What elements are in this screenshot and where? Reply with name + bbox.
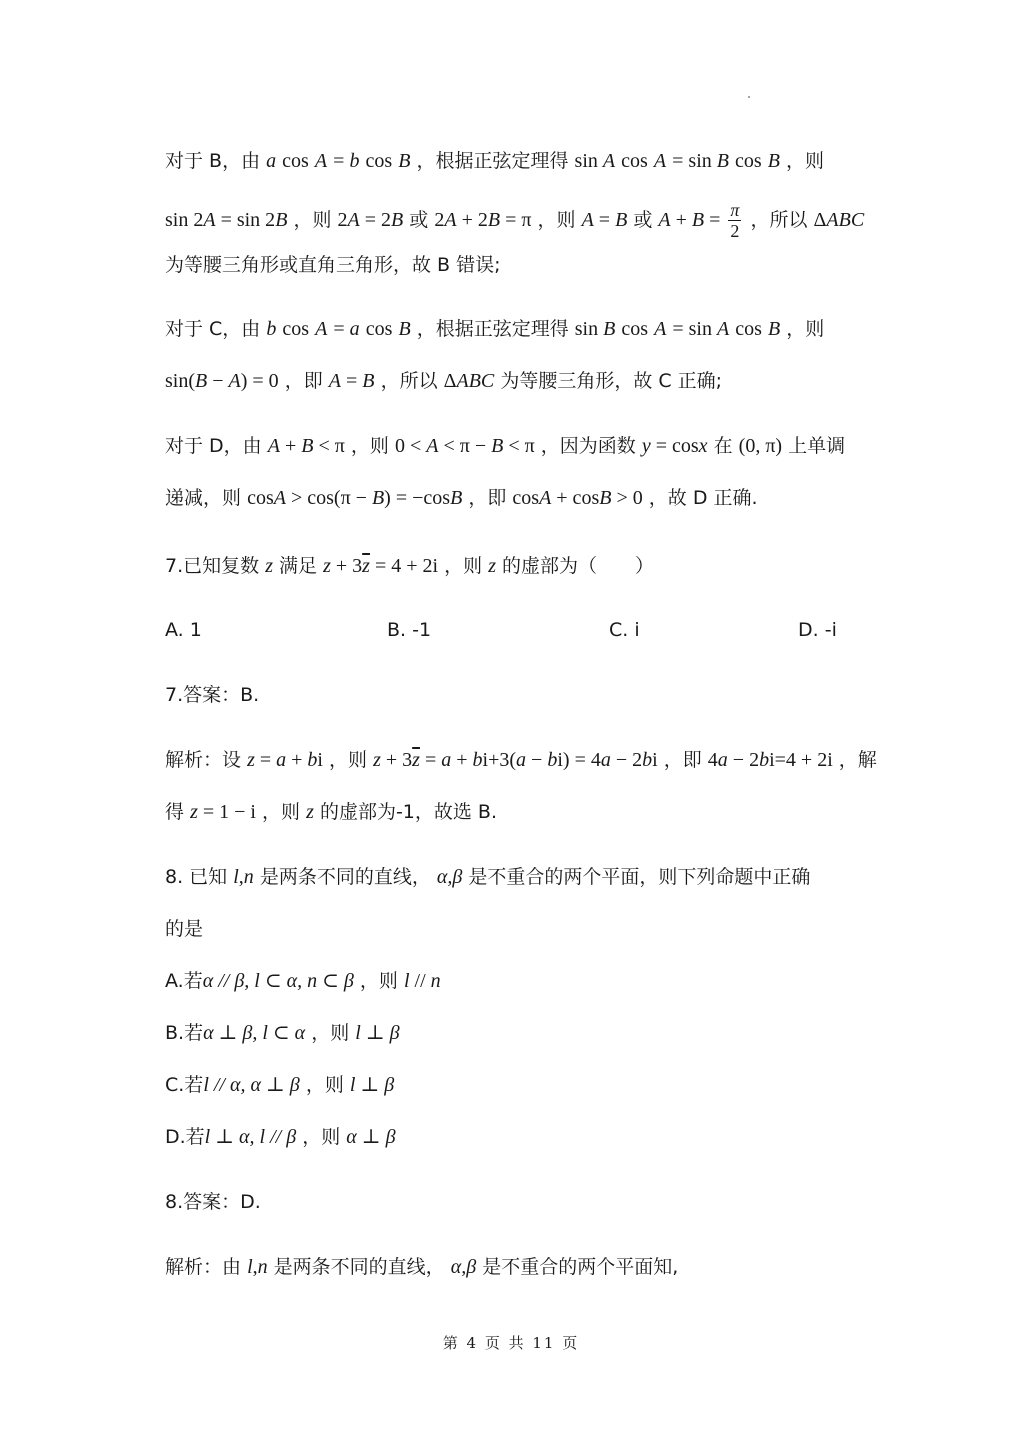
math: ⊂ α (267, 1022, 306, 1044)
math: 0 < (394, 435, 427, 457)
solution-b-line2 (165, 200, 864, 241)
math: z (373, 749, 381, 771)
text: 的虚部为-1，故选 B. (319, 801, 497, 823)
math: ⊂ α, (259, 970, 308, 992)
math: = 4 + 2i (369, 555, 439, 577)
math: + cos (551, 487, 600, 509)
page-footer: 第 4 页 共 11 页 (442, 1334, 580, 1352)
text: B.若 (165, 1022, 204, 1044)
math: z (247, 749, 255, 771)
math: > 0 (611, 487, 643, 509)
math: = (419, 749, 442, 771)
option-b: B. -1 (387, 619, 432, 641)
math: B (599, 487, 612, 509)
math: < π (313, 435, 345, 457)
math: = (333, 318, 350, 340)
q8-option-d (165, 1124, 396, 1150)
text: ，即 (468, 487, 507, 509)
math: = sin (672, 318, 717, 340)
question-8-line1 (165, 864, 810, 890)
math: A (602, 150, 616, 172)
math: sin (574, 318, 604, 340)
math: = −cos (390, 487, 451, 509)
fraction-pi-over-2 (728, 200, 741, 241)
math: B (195, 370, 208, 392)
math: B (615, 209, 628, 231)
math: A (267, 435, 280, 457)
math: x (698, 435, 708, 457)
solution-8-line1 (165, 1254, 678, 1280)
math: = 4 (569, 749, 601, 771)
math: + (451, 749, 473, 771)
math: A (203, 209, 216, 231)
math: // α, α ⊥ β (208, 1074, 300, 1096)
math: i=4 + 2i (769, 749, 833, 771)
math: − (526, 749, 548, 771)
math: cos (621, 318, 649, 340)
math: b (472, 749, 483, 771)
math: = (254, 749, 277, 771)
math: ) (384, 487, 391, 509)
math: − (207, 370, 229, 392)
math: Δ (443, 370, 457, 392)
math: ( (509, 749, 517, 771)
solution-d-line2 (165, 485, 758, 511)
text: 满足 (279, 555, 318, 577)
math: A (273, 487, 286, 509)
math: l (262, 1022, 268, 1044)
math: α,β (436, 866, 463, 888)
math: i+3 (482, 749, 510, 771)
solution-c-line1 (165, 316, 824, 342)
math: a (276, 749, 287, 771)
text: 是不重合的两个平面，则下列命题中正确 (468, 866, 811, 888)
math: i (652, 749, 658, 771)
math: , (252, 1256, 258, 1278)
math: − 2 (727, 749, 760, 771)
text: 得 (165, 801, 185, 823)
math: sin 2 (165, 209, 204, 231)
math: = (593, 209, 616, 231)
text: ，则 (305, 1074, 344, 1096)
text: ，所以 (750, 209, 808, 231)
text: 上单调 (788, 435, 846, 457)
solution-7-line2 (165, 799, 497, 825)
math: B (398, 318, 411, 340)
math: sin (574, 150, 603, 172)
text: ，则 (302, 1126, 341, 1148)
math: b (642, 749, 653, 771)
math: ) (240, 370, 248, 392)
math: A (314, 150, 328, 172)
text: 对于 C，由 (165, 318, 261, 340)
scan-dot (748, 96, 750, 98)
text: ，根据正弦定理得 (416, 318, 569, 340)
math: n (430, 970, 441, 992)
text: 解析：由 (165, 1256, 242, 1278)
text: 或 (633, 209, 653, 231)
math: + 3 (380, 749, 413, 771)
math: 2 (337, 209, 348, 231)
math: ⊥ α, (210, 1126, 260, 1148)
math: a (349, 318, 360, 340)
math: y (641, 435, 651, 457)
text: 的虚部为（ ） (502, 555, 655, 577)
text: 8. 已知 (165, 866, 228, 888)
math: ABC (826, 209, 865, 231)
math: B (301, 435, 314, 457)
q8-option-b (165, 1020, 400, 1046)
math: B (450, 487, 463, 509)
math: cos (282, 150, 309, 172)
math: B (767, 318, 781, 340)
math: = (704, 209, 726, 231)
text: 在 (713, 435, 733, 457)
math: cos (282, 318, 310, 340)
math: B (691, 209, 705, 231)
math: l (259, 1126, 266, 1148)
text: 7.已知复数 (165, 555, 260, 577)
solution-b-line1 (165, 148, 824, 174)
text: 解析：设 (165, 749, 242, 771)
math: l (254, 970, 260, 992)
solution-7-line1 (165, 747, 877, 773)
math: 4 (707, 749, 718, 771)
math: = sin 2 (215, 209, 276, 231)
math: α,β (450, 1256, 477, 1278)
math: cos (735, 150, 762, 172)
text: ，则 (444, 555, 483, 577)
answer-7: 7.答案：B. (165, 684, 260, 706)
math: α // β, (202, 970, 255, 992)
math: z (488, 555, 496, 577)
text: ，则 (329, 749, 368, 771)
math: ) (562, 749, 570, 771)
math: 2 (434, 209, 445, 231)
text: 是两条不同的直线， (273, 1256, 445, 1278)
text: ，则 (786, 150, 825, 172)
text: ，即 (284, 370, 323, 392)
math: cos (365, 150, 393, 172)
math: i (317, 749, 323, 771)
math: $\overline{z}$ (412, 749, 420, 771)
math: + 3 (330, 555, 363, 577)
math: cos (365, 318, 393, 340)
math: + (670, 209, 692, 231)
math: l (203, 1074, 209, 1096)
math: B (603, 318, 616, 340)
option-d: D. -i (798, 619, 837, 641)
math: n (243, 866, 254, 888)
math: > cos (285, 487, 334, 509)
option-c: C. i (609, 619, 640, 641)
math: A (716, 318, 730, 340)
math: ABC (456, 370, 495, 392)
math: + 2 (456, 209, 488, 231)
text: ，解 (838, 749, 877, 771)
text: ，即 (663, 749, 702, 771)
text: ，故 D 正确. (648, 487, 758, 509)
math: z (306, 801, 314, 823)
math: A (658, 209, 671, 231)
math: α ⊥ β (346, 1126, 396, 1148)
text: 递减，则 (165, 487, 242, 509)
math: ⊥ β (355, 1074, 395, 1096)
math: l (233, 866, 239, 888)
text: D.若 (165, 1126, 205, 1148)
q8-option-a (165, 968, 441, 994)
text: ，根据正弦定理得 (416, 150, 569, 172)
text: 对于 D，由 (165, 435, 262, 457)
math: b (266, 318, 277, 340)
text: 为等腰三角形，故 C 正确; (500, 370, 723, 392)
math: l (247, 1256, 253, 1278)
math: // (409, 970, 431, 992)
math: z (323, 555, 331, 577)
math: l (349, 1074, 356, 1096)
math: = 0 (247, 370, 279, 392)
math: B (767, 150, 780, 172)
math: = (341, 370, 363, 392)
answer-8: 8.答案：D. (165, 1191, 261, 1213)
math: = 1 − i (197, 801, 256, 823)
math: z (190, 801, 198, 823)
math: cos (247, 487, 274, 509)
math: ⊥ β (360, 1022, 400, 1044)
text: ，则 (537, 209, 576, 231)
math: cos (512, 487, 540, 509)
math: B (362, 370, 375, 392)
math: B (275, 209, 288, 231)
math: $\overline{z}$ (362, 555, 370, 577)
math: A (581, 209, 594, 231)
text: 是不重合的两个平面知, (482, 1256, 679, 1278)
math: i (557, 749, 563, 771)
text: ，则 (311, 1022, 350, 1044)
math: A (228, 370, 241, 392)
math: B (391, 209, 404, 231)
question-8-line2: 的是 (165, 918, 204, 940)
math: l (355, 1022, 361, 1044)
math: = (333, 150, 350, 172)
text: 对于 B，由 (165, 150, 261, 172)
math: a (717, 749, 728, 771)
math: cos (621, 150, 648, 172)
text: ，所以 (380, 370, 438, 392)
math: = π (500, 209, 532, 231)
math: cos (735, 318, 762, 340)
math: + (279, 435, 302, 457)
math: − 2 (610, 749, 643, 771)
text: ，则 (359, 970, 398, 992)
math: A (653, 150, 667, 172)
fraction-numerator: π (730, 200, 740, 220)
math: B (716, 150, 729, 172)
math: // β (265, 1126, 297, 1148)
solution-d-line1 (165, 433, 845, 459)
text: ，则 (786, 318, 825, 340)
question-7 (165, 553, 654, 579)
math: b (547, 749, 558, 771)
text: ，则 (262, 801, 301, 823)
solution-b-line3 (165, 252, 501, 278)
math: A (315, 318, 328, 340)
text: C.若 (165, 1074, 204, 1096)
math: z (265, 555, 273, 577)
text: A.若 (165, 970, 203, 992)
math: (π − (333, 487, 372, 509)
math: + (286, 749, 308, 771)
text: 是两条不同的直线， (259, 866, 431, 888)
math: B (491, 435, 504, 457)
math: = cos (650, 435, 699, 457)
math: B (487, 209, 501, 231)
math: a (516, 749, 527, 771)
math: sin (165, 370, 189, 392)
fraction-denominator: 2 (730, 221, 740, 241)
math: = sin (672, 150, 717, 172)
math: b (759, 749, 770, 771)
text: ，则 (293, 209, 332, 231)
math: n (307, 970, 318, 992)
math: b (307, 749, 318, 771)
q8-option-c (165, 1072, 394, 1098)
math: n (257, 1256, 268, 1278)
math: A (347, 209, 360, 231)
solution-c-line2 (165, 368, 722, 394)
math: A (444, 209, 457, 231)
math: ( (188, 370, 196, 392)
math: l (403, 970, 410, 992)
math: a (266, 150, 277, 172)
option-a: A. 1 (165, 619, 202, 641)
math: B (398, 150, 411, 172)
text: ，因为函数 (540, 435, 636, 457)
math: Δ (813, 209, 827, 231)
math: α ⊥ β, (203, 1022, 263, 1044)
math: a (441, 749, 452, 771)
math: , (238, 866, 244, 888)
math: l (204, 1126, 211, 1148)
math: ⊂ β (317, 970, 354, 992)
math: < π − (438, 435, 492, 457)
text: 为等腰三角形或直角三角形，故 B 错误; (165, 254, 501, 276)
math: a (600, 749, 611, 771)
math: A (426, 435, 439, 457)
text: 或 (409, 209, 429, 231)
text: ，则 (350, 435, 389, 457)
math: B (371, 487, 385, 509)
math: (0, π) (738, 435, 783, 457)
math: A (539, 487, 552, 509)
math: < π (503, 435, 535, 457)
math: = 2 (359, 209, 392, 231)
math: b (349, 150, 360, 172)
math: A (654, 318, 667, 340)
math: A (328, 370, 342, 392)
